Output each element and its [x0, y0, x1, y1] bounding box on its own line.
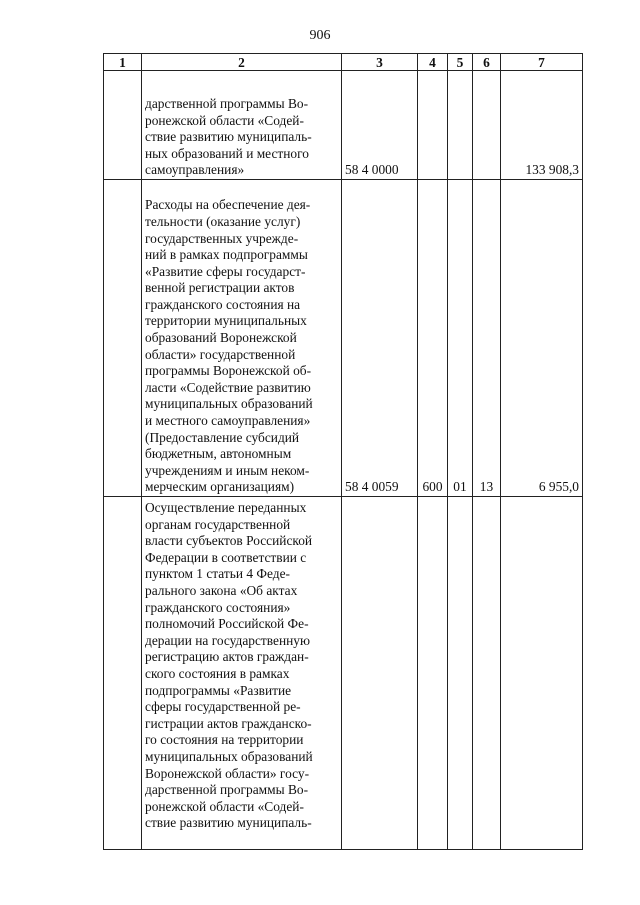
description-line: Федерации в соответствии с: [145, 549, 307, 565]
description-line: ласти «Содействие развитию: [145, 379, 311, 395]
description-line: области» государственной: [145, 346, 296, 362]
amount-cell: 133 908,3: [501, 71, 583, 180]
description-line: ского состояния в рамках: [145, 665, 290, 681]
description-line: территории муниципальных: [145, 313, 307, 329]
description-line: гистрации актов гражданско-: [145, 715, 312, 731]
description-line: рального закона «Об актах: [145, 582, 298, 598]
column-header-1: 1: [104, 54, 142, 71]
table-row: [104, 180, 583, 497]
description-line: полномочий Российской Фе-: [145, 616, 309, 632]
expense-type-cell: 600: [418, 180, 448, 497]
page-number: 906: [309, 28, 331, 43]
description-line: гражданского состояния на: [145, 296, 301, 312]
section-cell: 01: [448, 180, 473, 497]
column-header-4: 4: [418, 54, 448, 71]
table-row: [104, 71, 583, 180]
description-line: го состояния на территории: [145, 732, 304, 748]
description-line: подпрограммы «Развитие: [145, 682, 292, 698]
section-cell: [448, 71, 473, 180]
target-code-cell: [342, 497, 418, 850]
description-line: учреждениям и иным неком-: [145, 462, 310, 478]
description-cell: [142, 497, 342, 850]
description-line: органам государственной: [145, 516, 291, 532]
description-line: муниципальных образований: [145, 748, 313, 764]
description-line: (Предоставление субсидий: [145, 429, 300, 445]
amount-cell: 6 955,0: [501, 180, 583, 497]
description-line: и местного самоуправления»: [145, 413, 311, 429]
description-line: сферы государственной ре-: [145, 699, 301, 715]
budget-table: [103, 53, 583, 850]
description-line: Воронежской области» госу-: [145, 765, 310, 781]
table-row: [104, 497, 583, 850]
row-number-cell: [104, 180, 142, 497]
description-line: ронежской области «Содей-: [145, 798, 304, 814]
column-header-6: 6: [473, 54, 501, 71]
description-line: дарственной программы Во-: [145, 96, 309, 112]
column-header-7: 7: [501, 54, 583, 71]
header-row: [104, 54, 583, 71]
target-code-cell: 58 4 0059: [342, 180, 418, 497]
description-line: ствие развитию муниципаль-: [145, 129, 312, 145]
row-number-cell: [104, 71, 142, 180]
expense-type-cell: [418, 497, 448, 850]
subsection-cell: [473, 71, 501, 180]
description-line: ных образований и местного: [145, 145, 309, 161]
description-cell: [142, 71, 342, 180]
description-line: Осуществление переданных: [145, 500, 307, 515]
description-line: муниципальных образований: [145, 396, 313, 412]
description-line: мерческим организациям): [145, 479, 295, 495]
description-line: дарственной программы Во-: [145, 782, 309, 798]
description-line: власти субъектов Российской: [145, 533, 313, 549]
description-line: пунктом 1 статьи 4 Феде-: [145, 566, 290, 582]
subsection-cell: 13: [473, 180, 501, 497]
subsection-cell: [473, 497, 501, 850]
amount-cell: [501, 497, 583, 850]
column-header-5: 5: [448, 54, 473, 71]
description-line: ронежской области «Содей-: [145, 112, 304, 128]
expense-type-cell: [418, 71, 448, 180]
description-line: самоуправления»: [145, 162, 245, 178]
column-header-3: 3: [342, 54, 418, 71]
target-code-cell: 58 4 0000: [342, 71, 418, 180]
section-cell: [448, 497, 473, 850]
description-line: «Развитие сферы государст-: [145, 263, 306, 279]
description-line: ний в рамках подпрограммы: [145, 247, 308, 263]
description-line: образований Воронежской: [145, 330, 297, 346]
description-line: ствие развитию муниципаль-: [145, 815, 312, 831]
description-line: гражданского состояния»: [145, 599, 291, 615]
description-line: дерации на государственную: [145, 632, 310, 648]
description-line: Расходы на обеспечение дея-: [145, 197, 311, 213]
description-cell: [142, 180, 342, 497]
description-line: программы Воронежской об-: [145, 363, 312, 379]
description-line: венной регистрации актов: [145, 280, 295, 296]
description-line: государственных учрежде-: [145, 230, 299, 246]
column-header-2: 2: [142, 54, 342, 71]
description-line: бюджетным, автономным: [145, 446, 292, 462]
row-number-cell: [104, 497, 142, 850]
description-line: регистрацию актов граждан-: [145, 649, 309, 665]
description-line: тельности (оказание услуг): [145, 213, 301, 229]
